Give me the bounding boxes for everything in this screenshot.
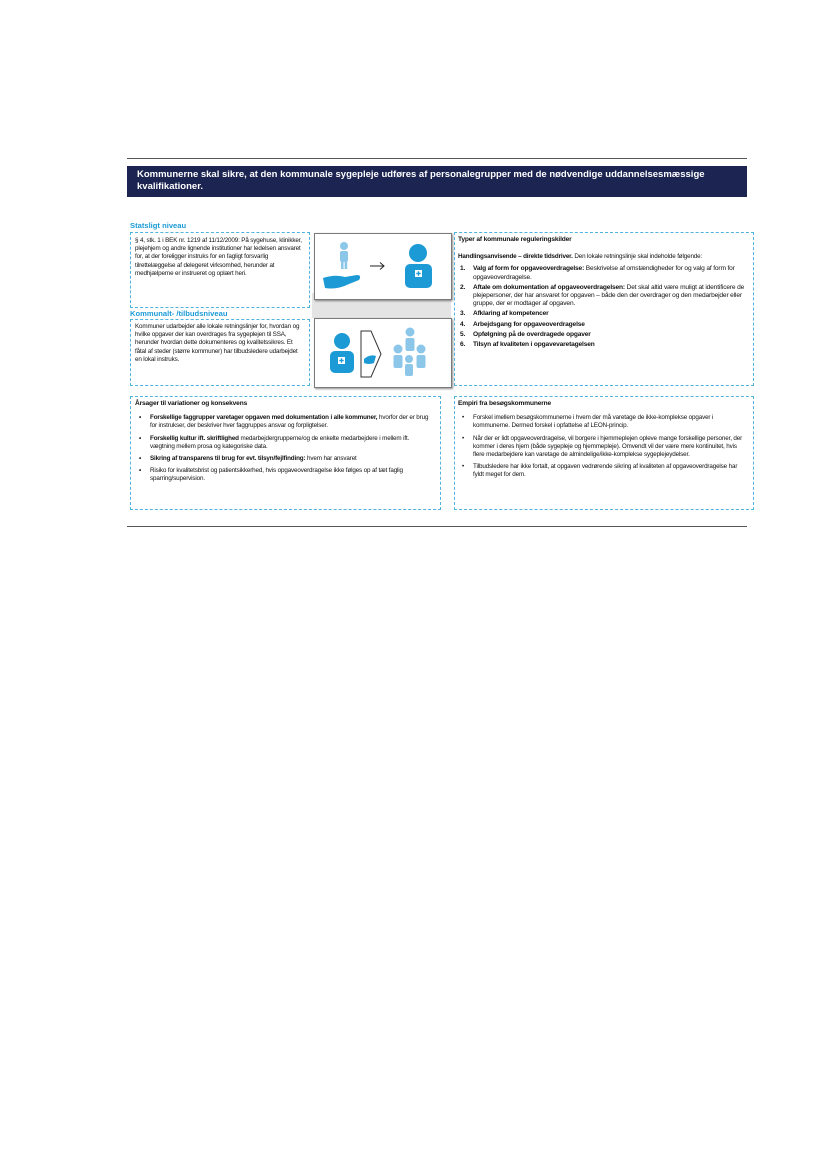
aarsager-item-bold: Forskellig kultur ift. skriftlighed	[150, 434, 239, 442]
typer-item-rest: Det skal altid være muligt at identificere de plejepersoner, der har ansvaret for opgaven – både den der overdrager og den medarbejder eller gruppe, der er modtager af opgaven.	[473, 283, 745, 308]
illustration-handover	[314, 318, 452, 388]
aarsager-item-4	[135, 467, 435, 483]
empiri-item-2	[458, 435, 747, 460]
aarsager-item-rest: Risiko for kvalitetsbrist og patientsikkerhed, hvis opgaveoverdragelse ikke følges op af tæt faglig sparring/supervision.	[150, 467, 403, 483]
empiri-content	[458, 400, 747, 508]
typer-item-bold: Aftale om dokumentation af opgaveoverdragelsen:	[473, 283, 625, 291]
kommunalt-title: Kommunalt- /tilbudsniveau	[130, 309, 228, 318]
typer-item-bold: Valg af form for opgaveoverdragelse:	[473, 265, 585, 273]
empiri-list	[458, 414, 747, 479]
typer-item-number: 4.	[460, 320, 466, 328]
typer-item-bold: Arbejdsgang for opgaveoverdragelse	[473, 320, 585, 328]
nurse-icon	[330, 333, 354, 373]
illustration-delegation	[314, 233, 452, 300]
typer-item-number: 2.	[460, 283, 466, 291]
group-icon	[394, 328, 426, 377]
aarsager-item-rest: hvorfor der er brug for instrukser, der beskriver hver faggruppes ansvar og forpligtelser.	[150, 414, 429, 430]
typer-item-number: 6.	[460, 341, 466, 349]
handover-arrow-icon	[361, 331, 381, 377]
typer-list	[458, 265, 747, 349]
aarsager-item-rest: hvem har ansvaret	[305, 455, 357, 463]
person-icon	[340, 242, 348, 269]
hand-icon	[323, 275, 360, 289]
bottom-rule	[127, 526, 747, 527]
typer-item-bold: Tilsyn af kvaliteten i opgavevaretagelsen	[473, 341, 595, 349]
aarsager-item-1	[135, 414, 435, 430]
arrow-right-icon	[370, 263, 384, 270]
aarsager-item-bold: Forskellige faggrupper varetager opgaven med dokumentation i alle kommuner,	[150, 414, 378, 422]
statsligt-title: Statsligt niveau	[130, 221, 187, 230]
typer-intro	[458, 253, 747, 261]
typer-item-6	[458, 341, 747, 349]
typer-item-number: 1.	[460, 265, 466, 273]
empiri-item-1	[458, 414, 747, 430]
empiri-title: Empiri fra besøgskommunerne	[458, 400, 552, 407]
typer-title: Typer af kommunale reguleringskilder	[458, 236, 572, 243]
nurse-icon	[405, 244, 432, 288]
top-rule	[127, 158, 747, 159]
typer-intro-bold: Handlingsanvisende – direkte tidsdriver.	[458, 253, 573, 261]
typer-item-number: 5.	[460, 330, 466, 338]
aarsager-content	[135, 400, 435, 488]
typer-intro-rest: Den lokale retningslinje skal indeholde følgende:	[572, 253, 703, 261]
typer-item-4	[458, 321, 747, 329]
aarsager-item-3	[135, 455, 435, 463]
aarsager-item-bold: Sikring af transparens til brug for evt. tilsyn/fejlfinding:	[150, 455, 306, 463]
aarsager-item-rest: medarbejdergrupperne/og de enkelte medarbejdere i mellem ift. vægtning mellem prosa og kategoriske data.	[150, 434, 410, 450]
typer-item-1	[458, 265, 747, 281]
typer-item-5	[458, 331, 747, 339]
empiri-item-text: Forskel imellem besøgskommunerne i hvem der må varetage de ikke-komplekse opgaver i kommunerne. Dermed forskel i opfattelse af LEON-princip.	[473, 414, 714, 430]
handover-svg	[315, 319, 451, 387]
aarsager-list	[135, 414, 435, 483]
typer-item-3	[458, 310, 747, 318]
header-title: Kommunerne skal sikre, at den kommunale sygepleje udføres af personalegrupper med de nødvendige uddannelsesmæssige kvalifikationer.	[137, 169, 705, 192]
delegation-svg	[315, 234, 451, 299]
empiri-item-3	[458, 463, 747, 479]
statsligt-body: § 4, stk. 1 i BEK nr. 1219 af 11/12/2009: På sygehuse, klinikker, plejehjem og andre lignende institutioner har ledelsen ansvaret for, at der foreligger instruks for en fagligt forsvarlig tilrettelæggelse af delegeret virksomhed, herunder at medhjælperne er instrueret og oplært heri.	[135, 237, 302, 277]
typer-content	[458, 236, 747, 384]
empiri-item-text: Tilbudsledere har ikke fortalt, at opgaven vedrørende sikring af kvaliteten af opgaveoverdragelse har fyldt meget for dem.	[473, 463, 738, 479]
typer-item-bold: Opfølgning på de overdragede opgaver	[473, 330, 591, 338]
typer-item-number: 3.	[460, 310, 466, 318]
kommunalt-body: Kommuner udarbejder alle lokale retningslinjer for, hvordan og hvilke opgaver der kan overdrages fra sygeplejen til SSA, herunder hvordan dette dokumenteres og kvalitetssikres. Et fåtal af steder (større kommuner) har tilbudsledere udarbejdet en lokal instruks.	[135, 323, 300, 363]
aarsager-title: Årsager til variationer og konsekvens	[135, 400, 248, 407]
empiri-item-text: Når der er lidt opgaveoverdragelse, vil borgere i hjemmeplejen opleve mange forskellige personer, der kommer i deres hjem (både sygepleje og hjemmepleje). Omvendt vil der være mere kontinuitet, hvis flere medarbejdere kan varetage de almindelige/ikke-komplekse sygeplejeydelser.	[473, 434, 743, 459]
typer-item-bold: Afklaring af kompetencer	[473, 310, 549, 318]
typer-item-2	[458, 284, 747, 309]
typer-item-rest: Beskrivelse af omstændigheder for og valg af form for opgaveoverdragelse.	[473, 265, 735, 281]
aarsager-item-2	[135, 435, 435, 451]
